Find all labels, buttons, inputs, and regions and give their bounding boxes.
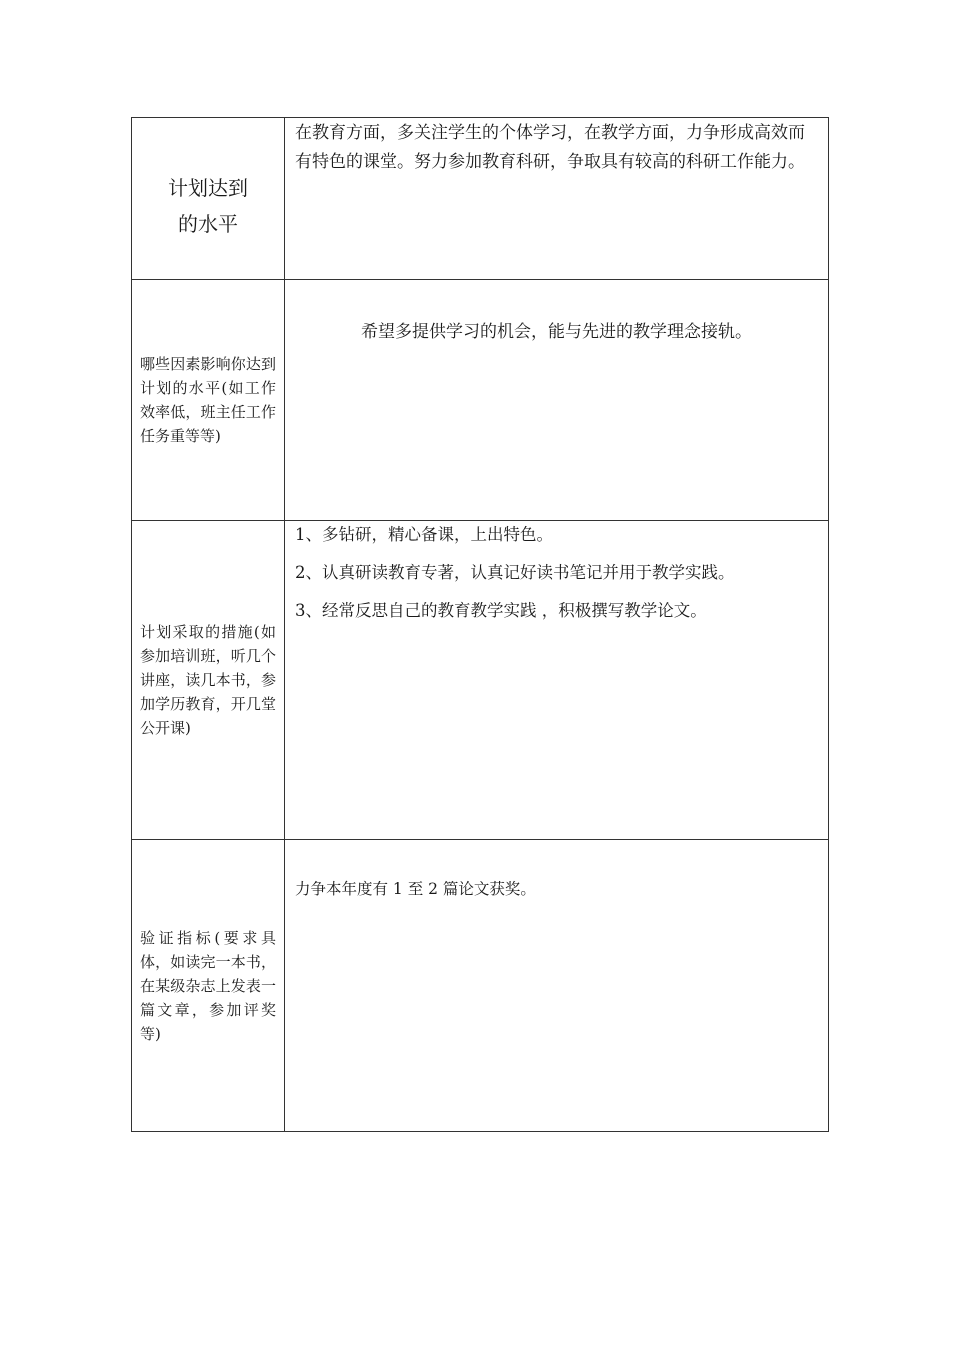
verification-label: 验证指标(要求具体，如读完一本书，在某级杂志上发表一篇文章，参加评奖等) [140,928,276,1043]
influencing-factors-content: 希望多提供学习的机会，能与先进的教学理念接轨。 [361,322,752,342]
verification-content: 力争本年度有 1 至 2 篇论文获奖。 [295,880,536,898]
content-cell-influencing-factors [285,280,829,521]
table-row-influencing-factors [132,280,829,521]
list-item: 2、认真研读教育专著，认真记好读书笔记并用于教学实践。 [295,563,735,582]
content-cell-verification [285,840,829,1132]
label-cell-target-level [132,118,285,280]
table-row-target-level [132,118,829,280]
label-cell-measures [132,521,285,840]
plan-form-table [131,117,829,1132]
target-level-content: 在教育方面，多关注学生的个体学习，在教学方面，力争形成高效而有特色的课堂。努力参加教育科研，争取具有较高的科研工作能力。 [295,123,805,172]
target-level-label: 计划达到 的水平 [168,176,248,236]
content-cell-target-level [285,118,829,280]
label-cell-influencing-factors [132,280,285,521]
label-cell-verification [132,840,285,1132]
measures-label: 计划采取的措施(如参加培训班，听几个讲座，读几本书，参加学历教育，开几堂公开课) [140,623,276,737]
list-item: 1、多钻研，精心备课，上出特色。 [295,525,553,544]
content-cell-measures [285,521,829,840]
influencing-factors-label: 哪些因素影响你达到计划的水平(如工作效率低，班主任工作任务重等等) [140,355,276,445]
measures-list [285,521,828,623]
table-row-measures [132,521,829,840]
list-item: 3、经常反思自己的教育教学实践 ，积极撰写教学论文。 [295,601,707,620]
table-row-verification [132,840,829,1132]
